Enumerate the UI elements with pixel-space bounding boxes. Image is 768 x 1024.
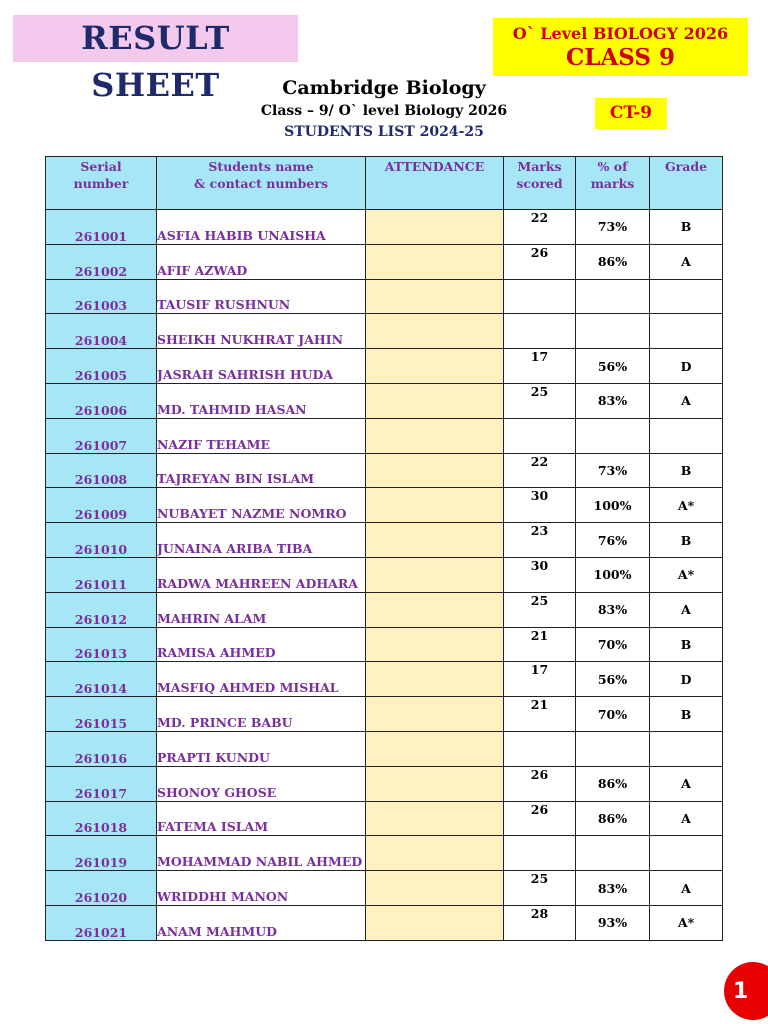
serial-cell: 261009 xyxy=(46,488,157,523)
percent-cell: 76% xyxy=(576,523,650,558)
student-name-cell: RADWA MAHREEN ADHARA xyxy=(157,557,366,592)
serial-column-header xyxy=(46,157,157,210)
serial-cell: 261016 xyxy=(46,731,157,766)
grade-cell: D xyxy=(650,662,723,697)
class-info-box xyxy=(493,18,748,76)
page-number: 1 xyxy=(733,979,749,1004)
grade-cell: D xyxy=(650,349,723,384)
percent-cell: 86% xyxy=(576,244,650,279)
student-name-cell: TAUSIF RUSHNUN xyxy=(157,279,366,314)
serial-header-line1: Serial xyxy=(80,159,122,174)
student-name-cell: MD. PRINCE BABU xyxy=(157,697,366,732)
percent-cell: 56% xyxy=(576,349,650,384)
marks-cell xyxy=(504,836,576,871)
percent-cell: 70% xyxy=(576,697,650,732)
student-name-cell: SHONOY GHOSE xyxy=(157,766,366,801)
serial-cell: 261015 xyxy=(46,697,157,732)
table-row xyxy=(46,836,723,871)
serial-cell: 261011 xyxy=(46,557,157,592)
serial-cell: 261020 xyxy=(46,871,157,906)
marks-cell: 17 xyxy=(504,349,576,384)
marks-cell: 17 xyxy=(504,662,576,697)
percent-cell: 70% xyxy=(576,627,650,662)
marks-cell xyxy=(504,731,576,766)
percent-cell: 100% xyxy=(576,488,650,523)
grade-cell xyxy=(650,279,723,314)
table-row xyxy=(46,592,723,627)
serial-cell: 261001 xyxy=(46,210,157,245)
percent-cell: 83% xyxy=(576,592,650,627)
table-row xyxy=(46,731,723,766)
marks-cell: 26 xyxy=(504,766,576,801)
grade-cell: B xyxy=(650,697,723,732)
percent-cell: 83% xyxy=(576,383,650,418)
attendance-cell xyxy=(366,731,504,766)
grade-cell: B xyxy=(650,453,723,488)
table-row xyxy=(46,557,723,592)
grade-cell: A* xyxy=(650,557,723,592)
serial-cell: 261005 xyxy=(46,349,157,384)
student-name-cell: ANAM MAHMUD xyxy=(157,905,366,940)
percent-cell: 73% xyxy=(576,453,650,488)
serial-cell: 261019 xyxy=(46,836,157,871)
serial-cell: 261021 xyxy=(46,905,157,940)
marks-header-line1: Marks xyxy=(517,159,562,174)
attendance-cell xyxy=(366,488,504,523)
grade-cell xyxy=(650,314,723,349)
attendance-cell xyxy=(366,418,504,453)
student-name-cell: NUBAYET NAZME NOMRO xyxy=(157,488,366,523)
student-name-cell: MASFIQ AHMED MISHAL xyxy=(157,662,366,697)
attendance-cell xyxy=(366,697,504,732)
marks-cell: 23 xyxy=(504,523,576,558)
marks-cell: 21 xyxy=(504,697,576,732)
marks-cell: 28 xyxy=(504,905,576,940)
student-name-cell: PRAPTI KUNDU xyxy=(157,731,366,766)
grade-cell: A xyxy=(650,383,723,418)
student-name-cell: SHEIKH NUKHRAT JAHIN xyxy=(157,314,366,349)
student-name-cell: NAZIF TEHAME xyxy=(157,418,366,453)
subject-title: Cambridge Biology xyxy=(282,77,486,99)
grade-cell: A xyxy=(650,766,723,801)
table-row xyxy=(46,383,723,418)
table-row xyxy=(46,662,723,697)
serial-cell: 261012 xyxy=(46,592,157,627)
attendance-header: ATTENDANCE xyxy=(384,159,485,174)
marks-cell: 25 xyxy=(504,383,576,418)
attendance-column-header xyxy=(366,157,504,210)
attendance-cell xyxy=(366,662,504,697)
name-header-line2: & contact numbers xyxy=(193,176,328,191)
percent-cell: 93% xyxy=(576,905,650,940)
table-row xyxy=(46,871,723,906)
name-header-line1: Students name xyxy=(208,159,314,174)
marks-cell: 30 xyxy=(504,557,576,592)
attendance-cell xyxy=(366,627,504,662)
grade-cell: A xyxy=(650,871,723,906)
table-row xyxy=(46,523,723,558)
grade-header: Grade xyxy=(664,159,708,174)
serial-cell: 261017 xyxy=(46,766,157,801)
student-name-cell: AFIF AZWAD xyxy=(157,244,366,279)
serial-cell: 261003 xyxy=(46,279,157,314)
result-sheet-title: RESULT SHEET xyxy=(13,15,298,62)
table-row xyxy=(46,627,723,662)
grade-column-header xyxy=(650,157,723,210)
class-label: CLASS 9 xyxy=(565,44,676,71)
grade-cell: B xyxy=(650,523,723,558)
marks-cell: 22 xyxy=(504,453,576,488)
grade-cell: A* xyxy=(650,905,723,940)
marks-cell: 21 xyxy=(504,627,576,662)
percent-cell xyxy=(576,836,650,871)
level-label: O` Level BIOLOGY 2026 xyxy=(512,24,729,43)
attendance-cell xyxy=(366,871,504,906)
attendance-cell xyxy=(366,801,504,836)
attendance-cell xyxy=(366,905,504,940)
class-line: Class – 9/ O` level Biology 2026 xyxy=(260,103,508,119)
student-name-cell: JASRAH SAHRISH HUDA xyxy=(157,349,366,384)
attendance-cell xyxy=(366,836,504,871)
attendance-cell xyxy=(366,523,504,558)
marks-cell xyxy=(504,279,576,314)
percent-cell: 73% xyxy=(576,210,650,245)
grade-cell xyxy=(650,731,723,766)
percent-column-header xyxy=(576,157,650,210)
serial-header-line2: number xyxy=(73,176,129,191)
serial-cell: 261014 xyxy=(46,662,157,697)
table-row xyxy=(46,418,723,453)
marks-cell: 30 xyxy=(504,488,576,523)
serial-cell: 261008 xyxy=(46,453,157,488)
grade-cell: A* xyxy=(650,488,723,523)
table-row xyxy=(46,488,723,523)
table-row xyxy=(46,905,723,940)
serial-cell: 261006 xyxy=(46,383,157,418)
attendance-cell xyxy=(366,349,504,384)
marks-cell: 25 xyxy=(504,592,576,627)
test-code-badge: CT-9 xyxy=(595,98,667,129)
student-name-cell: JUNAINA ARIBA TIBA xyxy=(157,523,366,558)
grade-cell: B xyxy=(650,627,723,662)
grade-cell xyxy=(650,836,723,871)
serial-cell: 261013 xyxy=(46,627,157,662)
marks-cell xyxy=(504,418,576,453)
table-row xyxy=(46,314,723,349)
student-name-cell: WRIDDHI MANON xyxy=(157,871,366,906)
attendance-cell xyxy=(366,766,504,801)
attendance-cell xyxy=(366,314,504,349)
grade-cell: A xyxy=(650,592,723,627)
marks-cell: 25 xyxy=(504,871,576,906)
attendance-cell xyxy=(366,210,504,245)
attendance-cell xyxy=(366,453,504,488)
table-row xyxy=(46,801,723,836)
table-row xyxy=(46,279,723,314)
percent-cell xyxy=(576,314,650,349)
table-row xyxy=(46,244,723,279)
serial-cell: 261004 xyxy=(46,314,157,349)
attendance-cell xyxy=(366,383,504,418)
student-name-cell: FATEMA ISLAM xyxy=(157,801,366,836)
attendance-cell xyxy=(366,557,504,592)
grade-cell: A xyxy=(650,244,723,279)
percent-cell xyxy=(576,418,650,453)
student-name-cell: MOHAMMAD NABIL AHMED xyxy=(157,836,366,871)
grade-cell: A xyxy=(650,801,723,836)
percent-cell: 56% xyxy=(576,662,650,697)
student-name-cell: TAJREYAN BIN ISLAM xyxy=(157,453,366,488)
percent-cell xyxy=(576,279,650,314)
table-row xyxy=(46,210,723,245)
marks-cell: 26 xyxy=(504,244,576,279)
marks-column-header xyxy=(504,157,576,210)
marks-cell: 22 xyxy=(504,210,576,245)
table-row xyxy=(46,766,723,801)
attendance-cell xyxy=(366,244,504,279)
percent-header-line1: % of xyxy=(597,159,628,174)
percent-cell: 86% xyxy=(576,766,650,801)
table-row xyxy=(46,697,723,732)
page-number-badge xyxy=(724,962,768,1020)
marks-cell xyxy=(504,314,576,349)
student-name-cell: MAHRIN ALAM xyxy=(157,592,366,627)
students-list-title: STUDENTS LIST 2024-25 xyxy=(284,124,484,140)
results-table xyxy=(45,156,723,941)
percent-cell: 83% xyxy=(576,871,650,906)
serial-cell: 261010 xyxy=(46,523,157,558)
table-row xyxy=(46,349,723,384)
percent-cell: 100% xyxy=(576,557,650,592)
table-header-row xyxy=(46,157,723,210)
name-column-header xyxy=(157,157,366,210)
serial-cell: 261007 xyxy=(46,418,157,453)
student-name-cell: MD. TAHMID HASAN xyxy=(157,383,366,418)
table-row xyxy=(46,453,723,488)
serial-cell: 261018 xyxy=(46,801,157,836)
marks-cell: 26 xyxy=(504,801,576,836)
percent-header-line2: marks xyxy=(590,176,635,191)
marks-header-line2: scored xyxy=(516,176,563,191)
attendance-cell xyxy=(366,279,504,314)
grade-cell: B xyxy=(650,210,723,245)
serial-cell: 261002 xyxy=(46,244,157,279)
percent-cell: 86% xyxy=(576,801,650,836)
attendance-cell xyxy=(366,592,504,627)
percent-cell xyxy=(576,731,650,766)
grade-cell xyxy=(650,418,723,453)
student-name-cell: ASFIA HABIB UNAISHA xyxy=(157,210,366,245)
student-name-cell: RAMISA AHMED xyxy=(157,627,366,662)
